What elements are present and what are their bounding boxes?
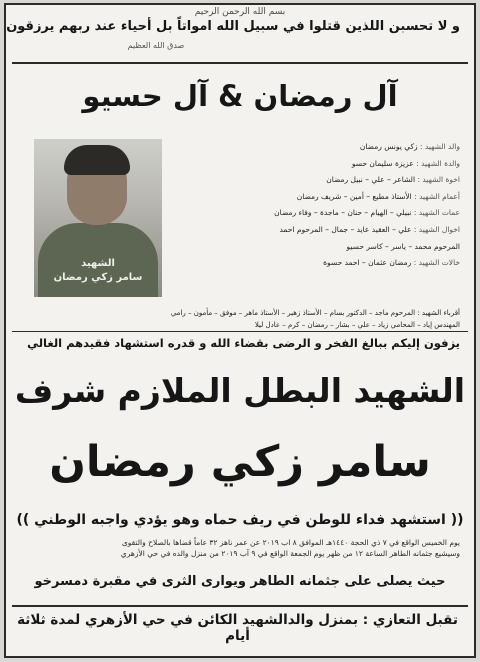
relative-label: اخوال الشهيد : (413, 224, 460, 234)
relative-row (160, 189, 460, 206)
martyr-photo (34, 139, 162, 297)
relative-row (160, 156, 460, 173)
photo-caption-line1: الشهيد (81, 258, 115, 269)
relative-row (160, 139, 460, 156)
condolences: تقبل التعازي : بمنزل والدالشهيد الكائن في حي الأزهري لمدة ثلاثة أيام (17, 612, 458, 644)
divider-bottom (12, 605, 468, 607)
relative-label: والدة الشهيد : (416, 158, 460, 168)
announcement: يزفون إليكم ببالغ الفخر و الرضى بقضاء الله و قدره استشهاد فقيدهم الغالي (27, 336, 460, 350)
relative-names: زكي يونس رمضان (359, 142, 418, 151)
relative-row (160, 255, 460, 272)
photo-caption-line2: سامر زكي رمضان (53, 272, 143, 283)
divider-top (12, 62, 468, 64)
funeral-details-line: يوم الخميس الواقع في ٧ ذي الحجة ١٤٤٠هـ الموافق ٨ اب ٢٠١٩ عن عمر ناهز ٣٢ عاماً قضاها بالصلاح والتقوى (121, 538, 460, 547)
divider-middle (12, 331, 468, 332)
relative-row (160, 239, 460, 256)
relative-names: رمضان عثمان – احمد حسوة (323, 258, 412, 268)
family-title: آل رمضان & آل حسيو (82, 79, 398, 113)
relative-row (160, 205, 460, 222)
relative-names: عزيزة سليمان حسو (351, 158, 414, 168)
other-relatives (15, 307, 460, 331)
relative-row (160, 222, 460, 239)
photo-caption (34, 257, 162, 285)
relative-label: عمات الشهيد : (413, 208, 460, 218)
relative-label: خالات الشهيد : (413, 258, 460, 268)
relative-names: نبيلي – الهيام – حنان – ماجدة – وفاء رمضان (274, 208, 412, 218)
relative-names: الأستاذ مطيع – أمين – شريف رمضان (296, 191, 412, 201)
relative-row (160, 172, 460, 189)
quran-verse: و لا تحسبن اللذين قتلوا في سبيل الله امواتاً بل أحياء عند ربهم يرزقون (6, 19, 460, 34)
obituary-poster (4, 3, 476, 658)
other-relatives-line: أقرباء الشهيد : المرحوم ماجد – الدكتور بسام – الأستاذ زهير – الأستاذ ماهر – موفق – مأمون – رامي (170, 309, 460, 317)
relative-label: والد الشهيد : (420, 142, 460, 151)
martyr-name: سامر زكي رمضان (49, 437, 431, 487)
prayer-burial: حيث يصلى على جثمانه الطاهر ويوارى الثرى في مقبرة دمسرخو (34, 574, 446, 589)
martyrdom-statement: (( استشهد فداء للوطن في ريف حماه وهو يؤدي واجبه الوطني )) (16, 512, 464, 528)
martyr-title: الشهيد البطل الملازم شرف (14, 371, 466, 410)
relative-names: الشاعر – علي – نبيل رمضان (326, 175, 416, 185)
funeral-details-line: وسيشيع جثمانه الطاهر الساعة ١٢ من ظهر يوم الجمعة الواقع في ٩ آب ٢٠١٩ من منزل والده في حي الأزهري (120, 549, 460, 558)
relative-names: علي – العقيد عايد – جمال – المرحوم احمد (279, 224, 412, 234)
basmala: بسم الله الرحمن الرحيم (194, 7, 286, 17)
relative-label: أعمام الشهيد : (414, 191, 460, 201)
relative-label: اخوة الشهيد : (417, 175, 460, 185)
relative-names: المرحوم محمد – ياسر – كاسر حسيو (346, 241, 460, 251)
verse-reference: صدق الله العظيم (127, 41, 185, 50)
relatives-list (160, 139, 460, 272)
photo-hair (64, 145, 130, 175)
funeral-details (15, 537, 460, 559)
other-relatives-line: المهندس إياد – المحامي زياد – علي – بشار – رمضان – كرم – عادل ليلا (254, 321, 460, 329)
